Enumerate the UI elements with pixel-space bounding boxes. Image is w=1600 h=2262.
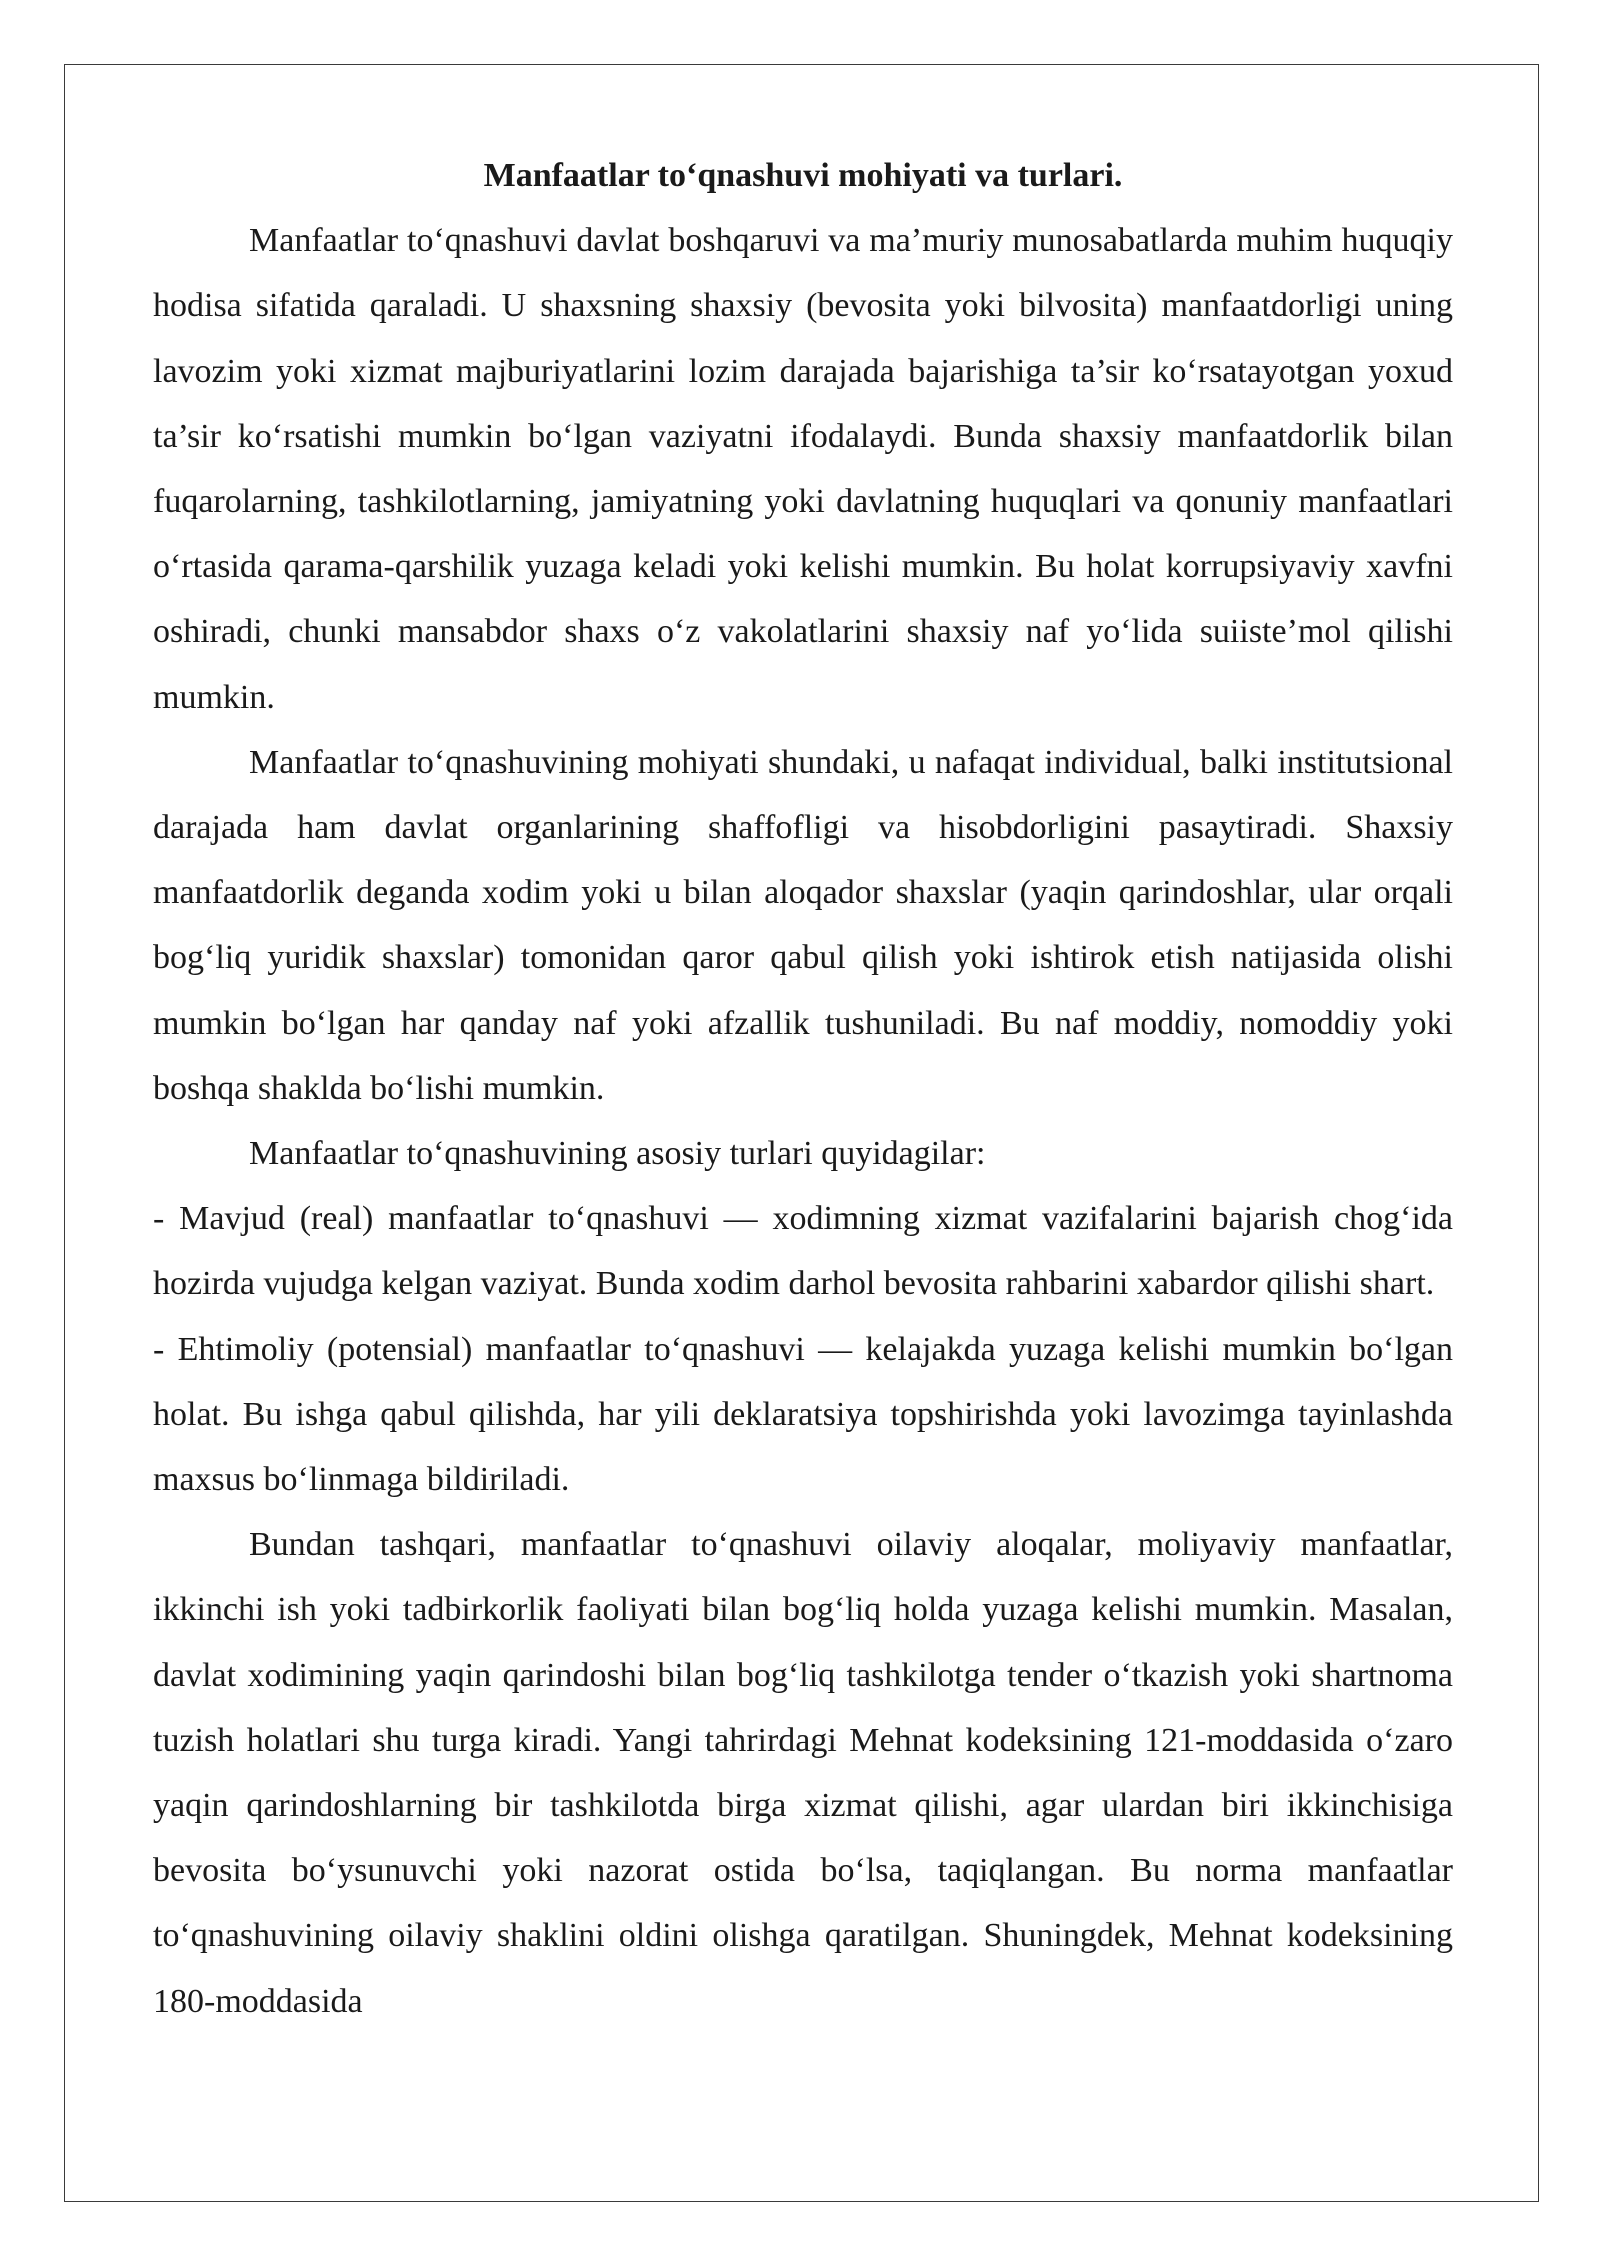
paragraph-3: Manfaatlar to‘qnashuvining asosiy turlari quyidagilar:: [249, 1135, 986, 1173]
paragraph-2: Manfaatlar to‘qnashuvining mohiyati shundaki, u nafaqat individual, balki institutsional darajada ham davlat organlarining shaffofligi va hisobdorligini pasaytiradi. Shaxsiy manfaatdorlik deganda xodim yoki u bilan aloqador shaxslar (yaqin qarindoshlar, ular orqali bog‘liq yuridik shaxslar) tomonidan qaror qabul qilish yoki ishtirok etish natijasida olishi mumkin bo‘lgan har qanday naf yoki afzallik tushuniladi. Bu naf moddiy, nomoddiy yoki boshqa shaklda bo‘lishi mumkin.: [153, 743, 1453, 1107]
paragraph-1: Manfaatlar to‘qnashuvi davlat boshqaruvi va ma’muriy munosabatlarda muhim huquqiy hodisa sifatida qaraladi. U shaxsning shaxsiy (bevosita yoki bilvosita) manfaatdorligi uning lavozim yoki xizmat majburiyatlarini lozim darajada bajarishiga ta’sir ko‘rsatayotgan yoxud ta’sir ko‘rsatishi mumkin bo‘lgan vaziyatni ifodalaydi. Bunda shaxsiy manfaatdorlik bilan fuqarolarning, tashkilotlarning, jamiyatning yoki davlatning huquqlari va qonuniy manfaatlari o‘rtasida qarama-qarshilik yuzaga keladi yoki kelishi mumkin. Bu holat korrupsiyaviy xavfni oshiradi, chunki mansabdor shaxs o‘z vakolatlarini shaxsiy naf yo‘lida suiiste’mol qilishi mumkin.: [153, 222, 1453, 716]
document-title: Manfaatlar to‘qnashuvi mohiyati va turlari.: [483, 157, 1123, 194]
paragraph-closing: Bundan tashqari, manfaatlar to‘qnashuvi oilaviy aloqalar, moliyaviy manfaatlar, ikkinchi ish yoki tadbirkorlik faoliyati bilan bog‘liq holda yuzaga kelishi mumkin. Masalan, davlat xodimining yaqin qarindoshi bilan bog‘liq tashkilotga tender o‘tkazish yoki shartnoma tuzish holatlari shu turga kiradi. Yangi tahrirdagi Mehnat kodeksining 121-moddasida o‘zaro yaqin qarindoshlarning bir tashkilotda birga xizmat qilishi, agar ulardan biri ikkinchisiga bevosita bo‘ysunuvchi yoki nazorat ostida bo‘lsa, taqiqlangan. Bu norma manfaatlar to‘qnashuvining oilaviy shaklini oldini olishga qaratilgan. Shuningdek, Mehnat kodeksining 180-moddasida: [153, 1526, 1453, 2020]
document-body: [153, 143, 1453, 2034]
list-item-real: - Mavjud (real) manfaatlar to‘qnashuvi — xodimning xizmat vazifalarini bajarish chog‘ida hozirda vujudga kelgan vaziyat. Bunda xodim darhol bevosita rahbarini xabardor qilishi shart.: [153, 1200, 1453, 1303]
list-item-potential: - Ehtimoliy (potensial) manfaatlar to‘qnashuvi — kelajakda yuzaga kelishi mumkin bo‘lgan holat. Bu ishga qabul qilishda, har yili deklaratsiya topshirishda yoki lavozimga tayinlashda maxsus bo‘linmaga bildiriladi.: [153, 1330, 1453, 1499]
